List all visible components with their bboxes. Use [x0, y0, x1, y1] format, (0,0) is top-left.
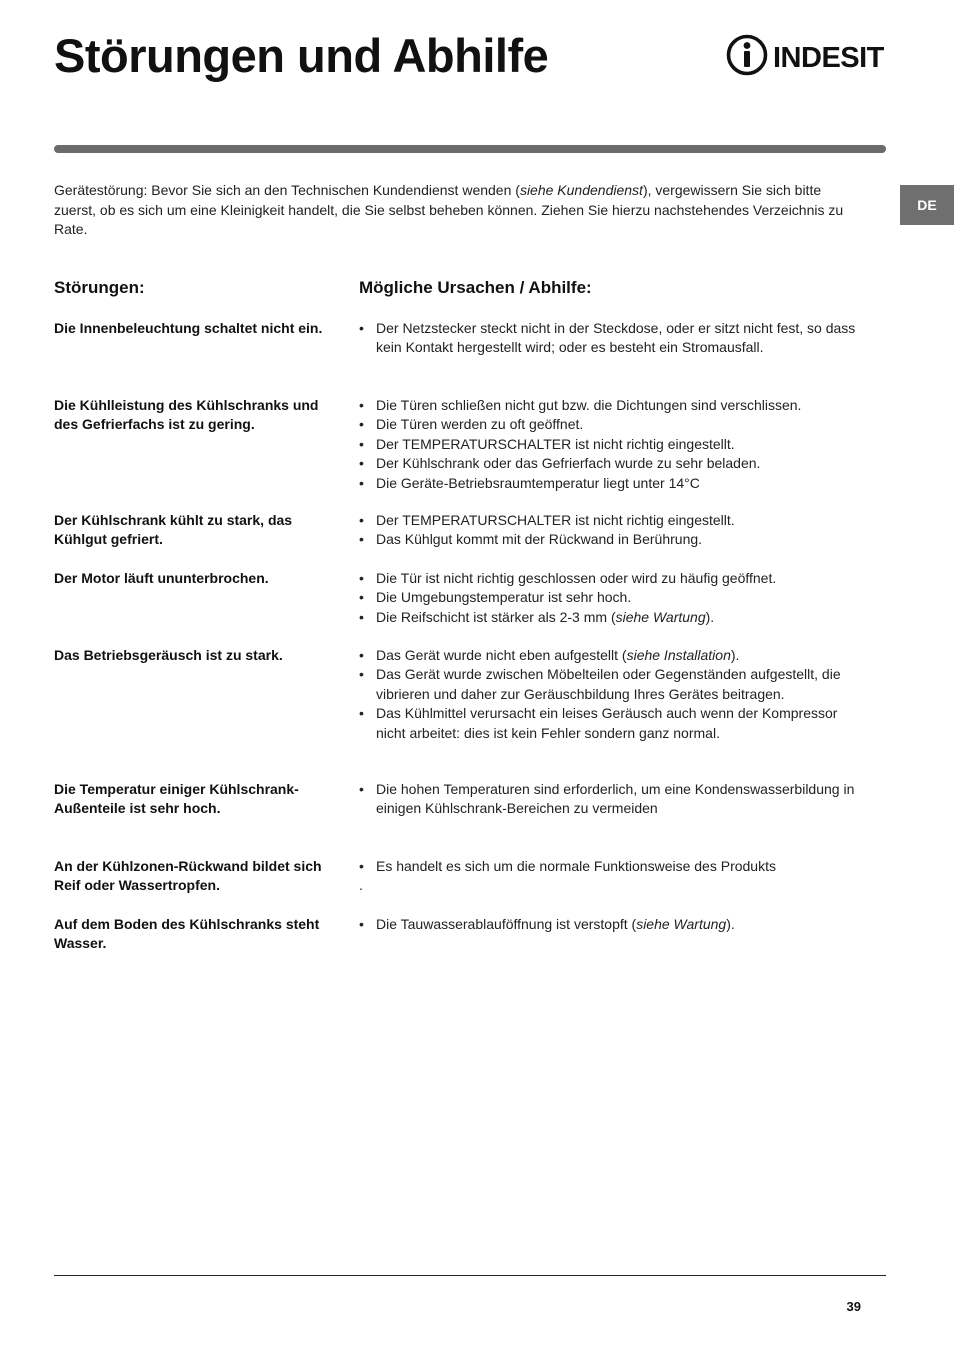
cause-item [359, 665, 869, 704]
cause-text: Das Gerät wurde nicht eben aufgestellt ( [376, 647, 627, 663]
cause-item [359, 530, 869, 549]
intro-paragraph [54, 181, 854, 240]
cause-item [359, 454, 869, 473]
bullet-icon: • [359, 435, 364, 452]
cause-list [359, 396, 869, 493]
cause-list [359, 319, 869, 358]
bullet-icon: • [359, 416, 364, 433]
problem-text: Die Temperatur einiger Kühlschrank-Außenteile ist sehr hoch. [54, 781, 299, 817]
cause-text: Das Kühlmittel verursacht ein leises Geräusch auch wenn der Kompressor nicht arbeitet: dies ist kein Fehler sondern ganz normal. [376, 705, 838, 741]
cause-text: Der TEMPERATURSCHALTER ist nicht richtig eingestellt. [376, 512, 735, 528]
cause-item [359, 857, 869, 896]
cause-text: Das Gerät wurde zwischen Möbelteilen oder Gegenständen aufgestellt, die vibrieren und daher zur Geräuschbildung Ihres Gerätes beitragen. [376, 666, 841, 702]
cause-list [359, 511, 869, 550]
cause-text: Die hohen Temperaturen sind erforderlich, um eine Kondenswasserbildung in einigen Kühlschrank-Bereichen zu vermeiden [376, 781, 855, 817]
problem-text: Auf dem Boden des Kühlschranks steht Wasser. [54, 916, 320, 952]
bullet-icon: • [359, 705, 364, 722]
cause-text-end: ). [726, 916, 735, 932]
problems-heading: Störungen: [54, 278, 145, 297]
bullet-icon: • [359, 916, 364, 932]
problem-text: Der Motor läuft ununterbrochen. [54, 570, 269, 586]
problem-text: Der Kühlschrank kühlt zu stark, das Kühlgut gefriert. [54, 512, 293, 548]
cause-text-end: ). [705, 608, 715, 625]
cause-item [359, 319, 869, 358]
cause-trailing-dot: . [359, 877, 363, 894]
cause-text: Die Reifschicht ist stärker als 2-3 mm ( [376, 608, 616, 625]
cause-item [359, 569, 869, 588]
cause-text: Der TEMPERATURSCHALTER ist nicht richtig eingestellt. [376, 435, 735, 452]
cause-text-end: ). [730, 647, 740, 663]
causes-heading: Mögliche Ursachen / Abhilfe: [359, 278, 592, 297]
problem-text: Die Kühlleistung des Kühlschranks und des Gefrierfachs ist zu gering. [54, 397, 319, 433]
bullet-icon: • [359, 781, 364, 797]
footer-rule [54, 1275, 886, 1276]
bullet-icon: • [359, 320, 364, 336]
cause-text: Die Türen schließen nicht gut bzw. die Dichtungen sind verschlissen. [376, 397, 802, 413]
page-number: 39 [846, 1299, 861, 1314]
problem-text: Das Betriebsgeräusch ist zu stark. [54, 647, 283, 663]
cause-list [359, 780, 869, 819]
cause-item [359, 646, 869, 665]
intro-suffix: ), vergewissern Sie sich bitte zuerst, ob es sich um eine Kleinigkeit handelt, die Sie selbst beheben können. Ziehen Sie hierzu nachstehendes Verzeichnis zu Rate. [54, 182, 844, 238]
bullet-icon: • [359, 608, 364, 625]
bullet-icon: • [359, 397, 364, 413]
bullet-icon: • [359, 858, 364, 874]
header-rule [54, 145, 886, 153]
cause-reference: siehe Installation [626, 647, 731, 663]
page-title: Störungen und Abhilfe [54, 29, 549, 82]
cause-item [359, 511, 869, 530]
cause-item [359, 396, 869, 415]
cause-list [359, 915, 869, 934]
cause-item [359, 588, 869, 607]
cause-item [359, 474, 869, 493]
cause-item [359, 780, 869, 819]
cause-text: Die Umgebungstemperatur ist sehr hoch. [376, 589, 632, 606]
intro-reference: siehe Kundendienst [519, 182, 643, 198]
cause-item [359, 415, 869, 434]
bullet-icon: • [359, 647, 364, 663]
cause-list [359, 569, 869, 627]
cause-text: Das Kühlgut kommt mit der Rückwand in Berührung. [376, 531, 703, 548]
cause-text: Der Kühlschrank oder das Gefrierfach wurde zu sehr beladen. [376, 455, 761, 472]
problem-text: Die Innenbeleuchtung schaltet nicht ein. [54, 320, 323, 336]
cause-item [359, 608, 869, 627]
cause-item [359, 435, 869, 454]
cause-reference: siehe Wartung [615, 608, 706, 625]
cause-list [359, 857, 869, 896]
bullet-icon: • [359, 589, 364, 606]
cause-text: Die Geräte-Betriebsraumtemperatur liegt unter 14°C [376, 474, 700, 491]
cause-text: Die Tür ist nicht richtig geschlossen oder wird zu häufig geöffnet. [376, 570, 777, 586]
cause-list [359, 646, 869, 743]
bullet-icon: • [359, 455, 364, 472]
indesit-logo [726, 34, 886, 76]
cause-item [359, 704, 869, 743]
cause-text: Die Tauwasserablauföffnung ist verstopft ( [376, 916, 637, 932]
cause-text: Die Türen werden zu oft geöffnet. [376, 416, 584, 433]
bullet-icon: • [359, 666, 364, 683]
cause-reference: siehe Wartung [636, 916, 727, 932]
bullet-icon: • [359, 531, 364, 548]
bullet-icon: • [359, 512, 364, 528]
bullet-icon: • [359, 474, 364, 491]
cause-text: Es handelt es sich um die normale Funktionsweise des Produkts [376, 858, 776, 874]
language-tab: DE [900, 185, 954, 225]
logo-text: INDESIT [773, 42, 884, 74]
bullet-icon: • [359, 570, 364, 586]
cause-item [359, 915, 869, 934]
intro-prefix: Gerätestörung: Bevor Sie sich an den Technischen Kundendienst wenden ( [54, 182, 520, 198]
problem-text: An der Kühlzonen-Rückwand bildet sich Reif oder Wassertropfen. [54, 858, 322, 894]
cause-text: Der Netzstecker steckt nicht in der Steckdose, oder er sitzt nicht fest, so dass kein Kontakt hergestellt wird; oder es besteht ein Stromausfall. [376, 320, 856, 356]
